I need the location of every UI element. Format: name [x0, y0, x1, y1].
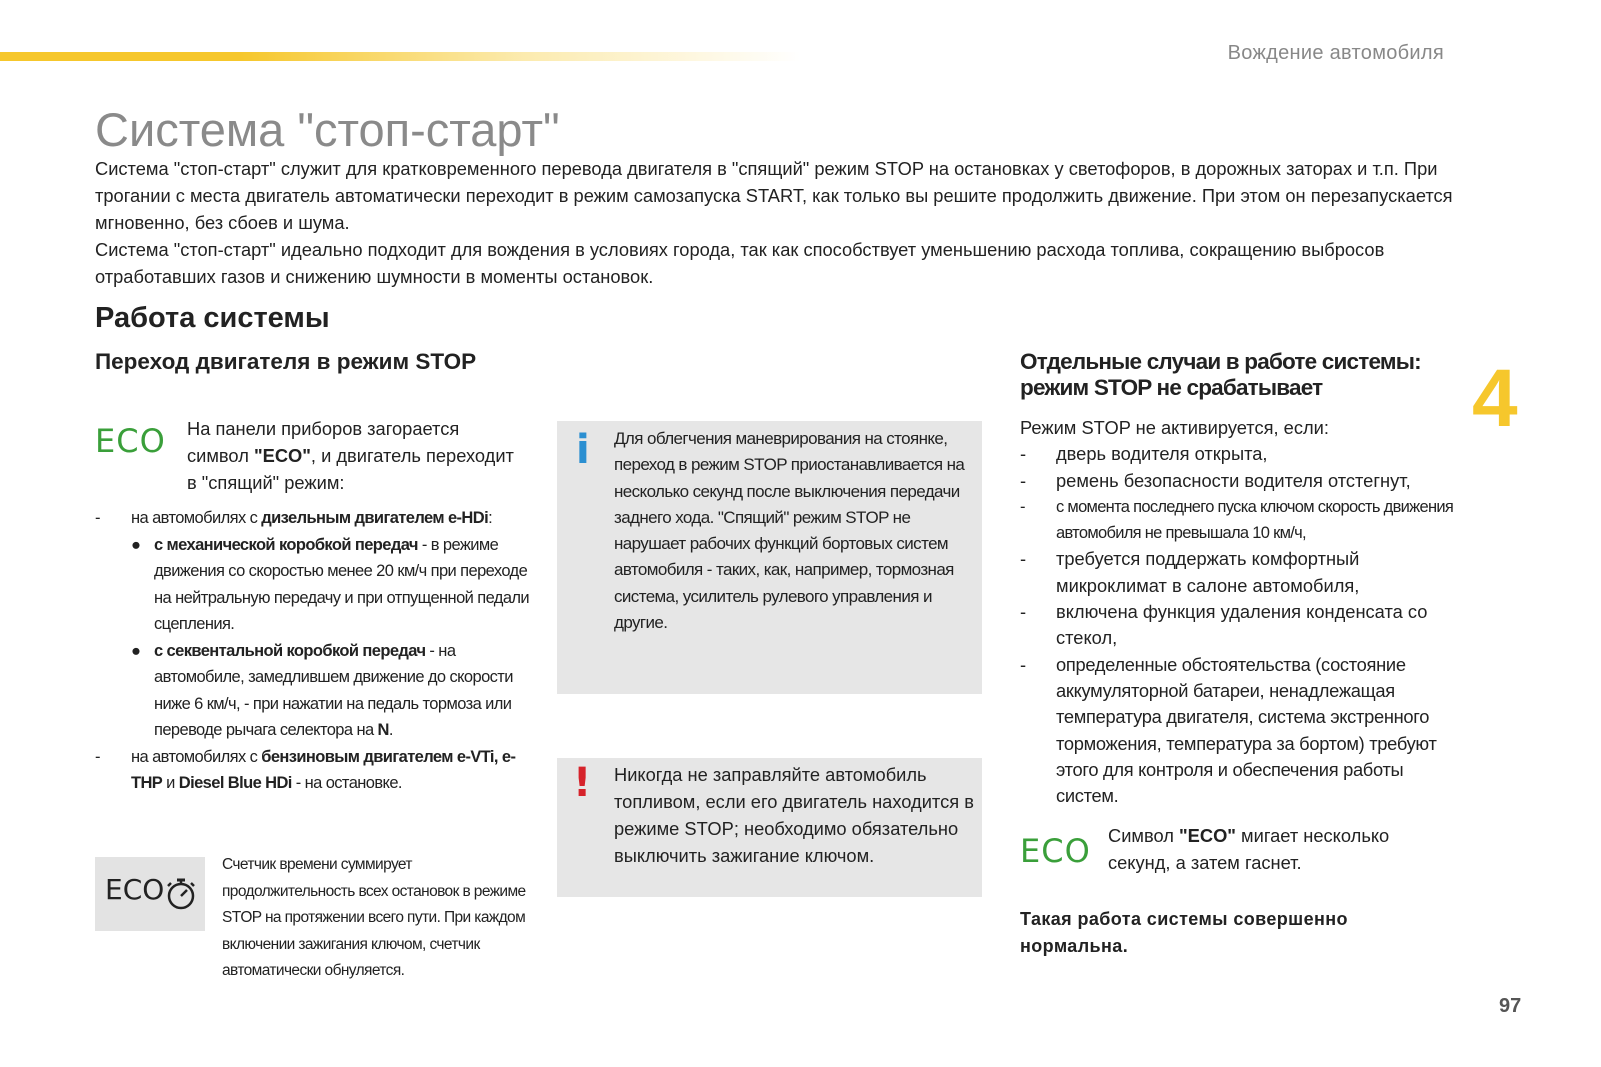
list-text: включена функция удаления конденсата со стекол, [1056, 601, 1428, 649]
dash-marker: - [1020, 601, 1027, 623]
list-text: . [388, 721, 393, 739]
list-text: требуется поддержать комфортный микроклимат в салоне автомобиля, [1056, 548, 1360, 596]
stopwatch-icon [165, 877, 197, 911]
list-item-petrol [95, 744, 530, 797]
list-item-diesel [95, 505, 530, 744]
list-text: и [162, 774, 179, 792]
exceptions-list [1020, 415, 1460, 809]
warning-box [557, 758, 982, 897]
sublist-item-sequential [131, 638, 530, 744]
list-text: : [488, 509, 493, 527]
eco-text-bold: "ECO" [1179, 825, 1236, 846]
col1-heading: Переход двигателя в режим STOP [95, 349, 477, 374]
eco-text-part: На панели приборов загорается символ [187, 418, 460, 466]
list-text: - на автомобиле, замедлившем движение до скорости ниже 6 км/ч, - при нажатии на педаль тормоза или переводе рычага селектора на [154, 641, 513, 739]
list-text: на автомобилях с [131, 509, 262, 527]
timer-description: Счетчик времени суммирует продолжительность всех остановок в режиме STOP на протяжении всего пути. При каждом включении зажигания ключом, счетчик автоматически обнуляется. [222, 856, 526, 979]
intro-text [95, 155, 1495, 290]
section-title: Вождение автомобиля [1227, 42, 1444, 64]
list-item [1020, 441, 1460, 467]
eco-text-bold: "ECO" [253, 445, 311, 466]
page-title: Система "стоп-старт" [95, 103, 560, 156]
warning-icon: ! [573, 760, 592, 806]
dash-marker: - [1020, 469, 1027, 491]
bullet-marker: ● [131, 535, 141, 554]
intro-paragraph-1: Система "стоп-старт" служит для кратковременного перевода двигателя в "спящий" режим STOP на остановках у светофоров, в дорожных заторах и т.п. При трогании с места двигатель автоматически переходит в режим самозапуска START, как только вы решите продолжить движение. При этом он перезапускается мгновенно, без сбоев и шума. [95, 158, 1453, 233]
section-heading: Работа системы [95, 302, 330, 334]
list-item [1020, 546, 1460, 599]
list-text: с момента последнего пуска ключом скорость движения автомобиля не превышала 10 км/ч, [1056, 497, 1454, 543]
conditions-list [95, 505, 530, 797]
list-item [1020, 468, 1460, 494]
dash-marker: - [1020, 548, 1027, 570]
exceptions-lead: Режим STOP не активируется, если: [1020, 417, 1329, 438]
dash-marker: - [1020, 497, 1025, 516]
warning-text: Никогда не заправляйте автомобиль топливом, если его двигатель находится в режиме STOP; необходимо обязательно выключить зажигание ключом. [614, 764, 974, 866]
list-text: на автомобилях с [131, 747, 262, 766]
eco-symbol-icon: ECO [95, 422, 166, 460]
page-number: 97 [1499, 995, 1522, 1017]
dash-marker: - [95, 747, 100, 766]
dash-marker: - [95, 509, 100, 527]
list-text: - на остановке. [291, 774, 402, 792]
list-text: - в режиме движения со скоростью менее 20 км/ч при переходе на нейтральную передачу и при отпущенной педали сцепления. [154, 535, 530, 633]
list-text-bold: дизельным двигателем e-HDi [261, 509, 489, 527]
eco-blink-description [1108, 822, 1448, 876]
eco-timer-symbol: ECO [105, 873, 165, 906]
list-text: дверь водителя открыта, [1056, 443, 1268, 465]
sublist-item-manual [131, 532, 530, 638]
chapter-number: 4 [1472, 353, 1518, 444]
eco-text-part: , и двигатель переходит в "спящий" режим: [187, 445, 514, 493]
header-accent-bar [0, 52, 800, 61]
col3-heading: Отдельные случаи в работе системы: режим STOP не срабатывает [1020, 349, 1421, 400]
dash-marker: - [1020, 653, 1026, 675]
normal-operation-note: Такая работа системы совершенно нормальна. [1020, 909, 1348, 956]
bullet-marker: ● [131, 641, 141, 660]
list-text-bold: с секвентальной коробкой передач [154, 641, 426, 660]
list-text: определенные обстоятельства (состояние аккумуляторной батареи, ненадлежащая температура двигателя, система экстренного торможения, температура за бортом) требуют этого для контроля и обеспечения работы систем. [1056, 653, 1437, 807]
list-text: ремень безопасности водителя отстегнут, [1056, 469, 1411, 491]
eco-symbol-icon: ECO [1020, 832, 1091, 870]
list-item [1020, 599, 1460, 652]
eco-text-part: Символ [1108, 825, 1180, 846]
list-text-bold: N [377, 721, 389, 739]
list-item [1020, 494, 1460, 547]
eco-description [187, 415, 517, 496]
list-text-bold: Diesel Blue HDi [178, 774, 292, 792]
list-item [1020, 652, 1460, 810]
info-icon: i [576, 427, 590, 473]
list-text-bold: бензиновым двигателем e-VTi, e-THP [131, 747, 516, 792]
eco-text-part: мигает несколько секунд, а затем гаснет. [1108, 825, 1390, 873]
info-text: Для облегчения маневрирования на стоянке, переход в режим STOP приостанавливается на несколько секунд после выключения передачи заднего хода. "Спящий" режим STOP не нарушает рабочих функций бортовых систем автомобиля - таких, как, например, тормозная система, усилитель рулевого управления и другие. [614, 429, 965, 633]
info-box [557, 421, 982, 694]
list-text-bold: с механической коробкой передач [154, 535, 418, 554]
dash-marker: - [1020, 443, 1027, 465]
intro-paragraph-2: Система "стоп-старт" идеально подходит для вождения в условиях города, так как способствует уменьшению расхода топлива, сокращению выбросов отработавших газов и снижению шумности в моменты остановок. [95, 239, 1385, 287]
eco-timer-panel [95, 857, 205, 931]
